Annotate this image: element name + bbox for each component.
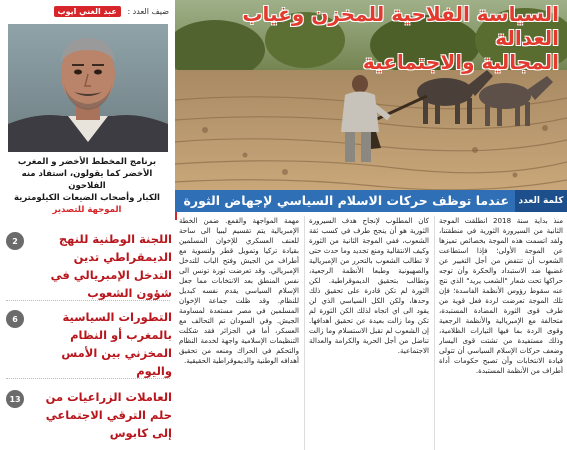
column-divider bbox=[434, 216, 435, 450]
article-column-right: منذ بداية سنة 2018 انطلقت الموجة الثانية من السيرورة الثورية في منطقتنا، ولقد اتسمت هذه الموجة بخصائص تميزها عن الموجة الأولى؛ فإذا استطاعت الشعوب أن تنتفض من أجل التغيير عن غضبها ضد الاستبداد والحكرة وأن توجه حراكها تحت شعار "الشعب يريد" الذي نتج عنه سقوط رؤوس الأنظمة الفاسدة؛ فإن تلك الموجة تعرضت لردة فعل قوية من طرف قوى الثورة المضادة المستبدة، متحالفة مع الإمبريالية والأنظمة الرجعية وقوى الردة بما فيها التيارات الظلامية، وذلك مستفيدة من تشتت قوى اليسار وضعف حركات الإسلام السياسي أن تتولى قيادة الانتخابات وأن تصبح حكومات أداة أطراف من الأنظمة المستبدة. bbox=[439, 216, 563, 375]
guest-quote bbox=[4, 156, 170, 216]
guest-quote-line: الكبار وأصحاب الضيعات الكيلومترية bbox=[14, 193, 160, 203]
toc-title: العاملات الزراعيات من حلم الترقي الاجتماعي إلى كابوس bbox=[45, 390, 172, 440]
toc-item[interactable] bbox=[4, 230, 172, 300]
hero-title-line: السياسة الفلاحية للمخزن وغياب العدالة bbox=[242, 2, 559, 50]
toc-page-number: 13 bbox=[6, 390, 24, 408]
guest-box bbox=[0, 0, 177, 220]
hero-title bbox=[229, 2, 559, 74]
guest-name: عبد الغني ايوب bbox=[54, 6, 121, 17]
toc-page-number: 6 bbox=[6, 310, 24, 328]
hero-photo bbox=[175, 0, 567, 190]
sidebar bbox=[0, 0, 175, 450]
toc-title: التطورات السياسية بالمغرب أو النظام المخزني بين الأمس واليوم bbox=[61, 310, 172, 378]
guest-label-row bbox=[54, 6, 169, 20]
table-of-contents bbox=[0, 224, 175, 450]
article-body bbox=[179, 216, 565, 450]
guest-portrait-image bbox=[8, 24, 168, 152]
headline-bar bbox=[175, 190, 567, 212]
article-headline: عندما توظف حركات الاسلام السياسي لإجهاض الثورة bbox=[183, 193, 509, 208]
toc-page-number: 2 bbox=[6, 232, 24, 250]
column-divider bbox=[304, 216, 305, 450]
toc-item[interactable] bbox=[4, 388, 172, 450]
guest-quote-line: برنامج المخطط الأخضر و المغرب bbox=[17, 157, 157, 167]
section-badge: كلمة العدد bbox=[515, 190, 567, 212]
guest-quote-line: الأخضر كما يقولون، استفاد منه الفلاحون bbox=[21, 169, 153, 191]
toc-title: اللجنة الوطنية للنهج الديمقراطي تدين التدخل الإمبريالي في شؤون الشعوب bbox=[50, 232, 172, 300]
guest-label: ضيف العدد : bbox=[127, 7, 169, 16]
toc-divider bbox=[6, 300, 170, 301]
toc-divider bbox=[6, 378, 170, 379]
guest-photo bbox=[8, 24, 168, 152]
hero-title-line: المجالية والاجتماعية bbox=[362, 50, 559, 74]
toc-item[interactable] bbox=[4, 308, 172, 378]
article-column-middle: كان المطلوب لإنجاح هدف السيرورة الثورية هو أن ينجح طرف في كسب ثقة الشعوب، ففي الموجة الثانية من الثورة وكيف الانتقالية ومنع تجديد وما حدث حتى لا تطالب الشعوب بالتحرر من الإمبريالية والصهيونية وطبعا الأنظمة الرجعية، وتطالب بتحقيق الديموقراطية. لكن الثورة لم تكن قادرة على تحقيق ذلك وحدها، ولكن الكل السياسي الذي لن يقود الى اي اتجاه لذلك الكن الثورة لم تكن وما زالت بعيدة عن تحقيق أهدافها. إن الشعوب لم تقبل الاستسلام وما زالت تناضل من أجل الحرية والكرامة والعدالة الاجتماعية. bbox=[309, 216, 429, 355]
article-column-left: مهمة المواجهة والقمع. ضمن الخطة الإمبريالية يتم تقسيم ليبيا الى ساحة للعنف العسكري للإخوان المسلمين بقيادة تركيا وتمويل قطر ولتسوية مع أطراف من الجيش وفتح الباب للتدخل الإمبريالي. وقد تعرضت ثورة تونس الى نفس المنطق بعد الانتخابات مما جعل الإسلام السياسي يقدم نفسه كبديل للنظام. وقد ظلت جماعة الإخوان المسلمين في مصر مستعدة لمساومة الجيش. وفي السودان تم التحالف مع العسكر، أما في الجزائر فقد شكلت التنظيمات الإسلامية واجهة لخدمة النظام والتحكم في الحراك ومنعه من تحقيق أهدافه الوطنية والديموقراطية الحقيقية. bbox=[179, 216, 299, 365]
guest-quote-line: الموجهة للتصدير bbox=[52, 205, 122, 215]
